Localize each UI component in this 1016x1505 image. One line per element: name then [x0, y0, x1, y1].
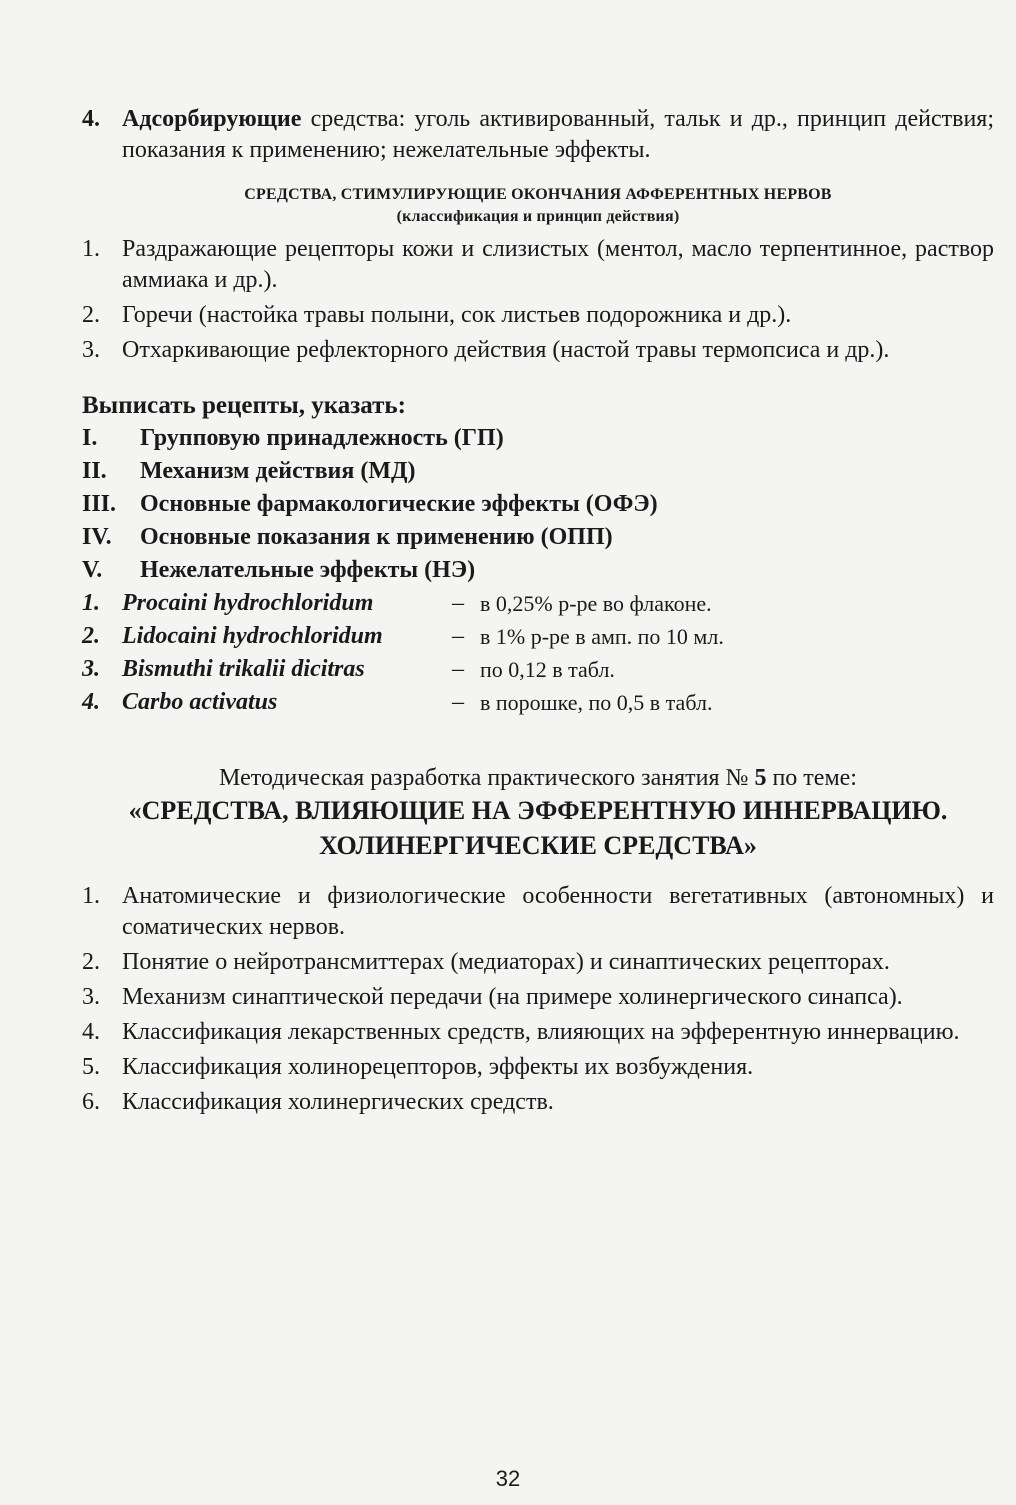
method-intro-post: по теме: — [766, 765, 857, 791]
recipe-point-text: Основные показания к применению (ОПП) — [140, 524, 613, 550]
recipe-point — [82, 422, 994, 455]
afferent-section-title: СРЕДСТВА, СТИМУЛИРУЮЩИЕ ОКОНЧАНИЯ АФФЕРЕНТНЫХ НЕРВОВ — [244, 186, 832, 203]
afferent-section-subtitle: (классификация и принцип действия) — [396, 208, 680, 225]
list-item-number: 3. — [82, 337, 100, 363]
recipe-point-number: IV. — [82, 524, 112, 550]
drug-dash: – — [452, 623, 464, 649]
drug-form: в порошке, по 0,5 в табл. — [480, 690, 713, 715]
recipe-point-text: Нежелательные эффекты (НЭ) — [140, 557, 476, 583]
drug-dash: – — [452, 689, 464, 715]
method-lesson-number: 5 — [754, 765, 767, 791]
list-item — [82, 1052, 994, 1083]
list-item-number: 3. — [82, 984, 100, 1010]
list-item — [82, 881, 994, 943]
recipe-point-number: V. — [82, 557, 103, 583]
method-title-line1: «СРЕДСТВА, ВЛИЯЮЩИЕ НА ЭФФЕРЕНТНУЮ ИННЕРВАЦИЮ. — [128, 796, 948, 825]
method-title-line2: ХОЛИНЕРГИЧЕСКИЕ СРЕДСТВА» — [319, 831, 757, 860]
list-item-number: 6. — [82, 1089, 100, 1115]
list-item-text: Горечи (настойка травы полыни, сок листьев подорожника и др.). — [122, 302, 792, 328]
list-item — [82, 335, 994, 366]
recipe-point — [82, 488, 994, 521]
recipe-point-number: III. — [82, 491, 117, 517]
item-text — [122, 104, 994, 166]
list-item-text: Классификация холинорецепторов, эффекты их возбуждения. — [122, 1054, 754, 1080]
recipe-point — [82, 554, 994, 587]
recipe-point — [82, 521, 994, 554]
list-item — [82, 1087, 994, 1118]
recipe-point-number: II. — [82, 458, 107, 484]
method-intro-pre: Методическая разработка практического занятия № — [219, 765, 755, 791]
recipes-heading: Выписать рецепты, указать: — [82, 392, 406, 419]
list-item-text: Механизм синаптической передачи (на примере холинергического синапса). — [122, 984, 903, 1010]
list-item-text: Классификация лекарственных средств, влияющих на эфферентную иннервацию. — [122, 1019, 960, 1045]
item-rest: средства: уголь активированный, тальк и др., принцип действия; показания к применению; нежелательные эффекты. — [122, 106, 994, 163]
drug-number: 3. — [82, 656, 100, 682]
drug-name: Carbo activatus — [122, 689, 278, 715]
drug-number: 1. — [82, 590, 100, 616]
list-item-number: 5. — [82, 1054, 100, 1080]
list-item-number: 1. — [82, 883, 100, 909]
drug-number: 2. — [82, 623, 100, 649]
list-item — [82, 234, 994, 296]
list-item-text: Анатомические и физиологические особенности вегетативных (автономных) и соматических нервов. — [122, 883, 994, 940]
drug-name: Bismuthi trikalii dicitras — [122, 656, 365, 682]
recipe-point-text: Механизм действия (МД) — [140, 458, 416, 484]
list-item-number: 2. — [82, 302, 100, 328]
item-bold-term: Адсорбирующие — [122, 106, 302, 132]
method-title — [82, 793, 994, 863]
page-content — [82, 104, 994, 1122]
list-item-number: 2. — [82, 949, 100, 975]
list-item — [82, 947, 994, 978]
drug-name: Procaini hydrochloridum — [122, 590, 374, 616]
list-item-text: Классификация холинергических средств. — [122, 1089, 554, 1115]
recipe-point-text: Основные фармакологические эффекты (ОФЭ) — [140, 491, 658, 517]
recipe-point-number: I. — [82, 425, 98, 451]
drug-form: по 0,12 в табл. — [480, 657, 615, 682]
list-item-text: Раздражающие рецепторы кожи и слизистых (ментол, масло терпентинное, раствор аммиака и др.). — [122, 236, 994, 293]
drug-row — [82, 620, 994, 653]
recipe-point-text: Групповую принадлежность (ГП) — [140, 425, 504, 451]
drug-dash: – — [452, 656, 464, 682]
drug-row — [82, 653, 994, 686]
list-item-text: Отхаркивающие рефлекторного действия (настой травы термопсиса и др.). — [122, 337, 890, 363]
drug-name: Lidocaini hydrochloridum — [122, 623, 383, 649]
list-item-number: 1. — [82, 236, 100, 262]
list-item — [82, 982, 994, 1013]
page-number: 32 — [495, 1466, 521, 1491]
drug-form: в 1% р-ре в амп. по 10 мл. — [480, 624, 724, 649]
drug-dash: – — [452, 590, 464, 616]
drug-form: в 0,25% р-ре во флаконе. — [480, 591, 712, 616]
drug-number: 4. — [82, 689, 100, 715]
drug-row — [82, 587, 994, 620]
list-item-text: Понятие о нейротрансмиттерах (медиаторах) и синаптических рецепторах. — [122, 949, 890, 975]
drug-row — [82, 686, 994, 719]
item-number: 4. — [82, 106, 100, 132]
list-item — [82, 1017, 994, 1048]
list-item — [82, 300, 994, 331]
recipe-point — [82, 455, 994, 488]
method-intro — [82, 763, 994, 793]
list-item-number: 4. — [82, 1019, 100, 1045]
adsorbent-item — [82, 104, 994, 166]
